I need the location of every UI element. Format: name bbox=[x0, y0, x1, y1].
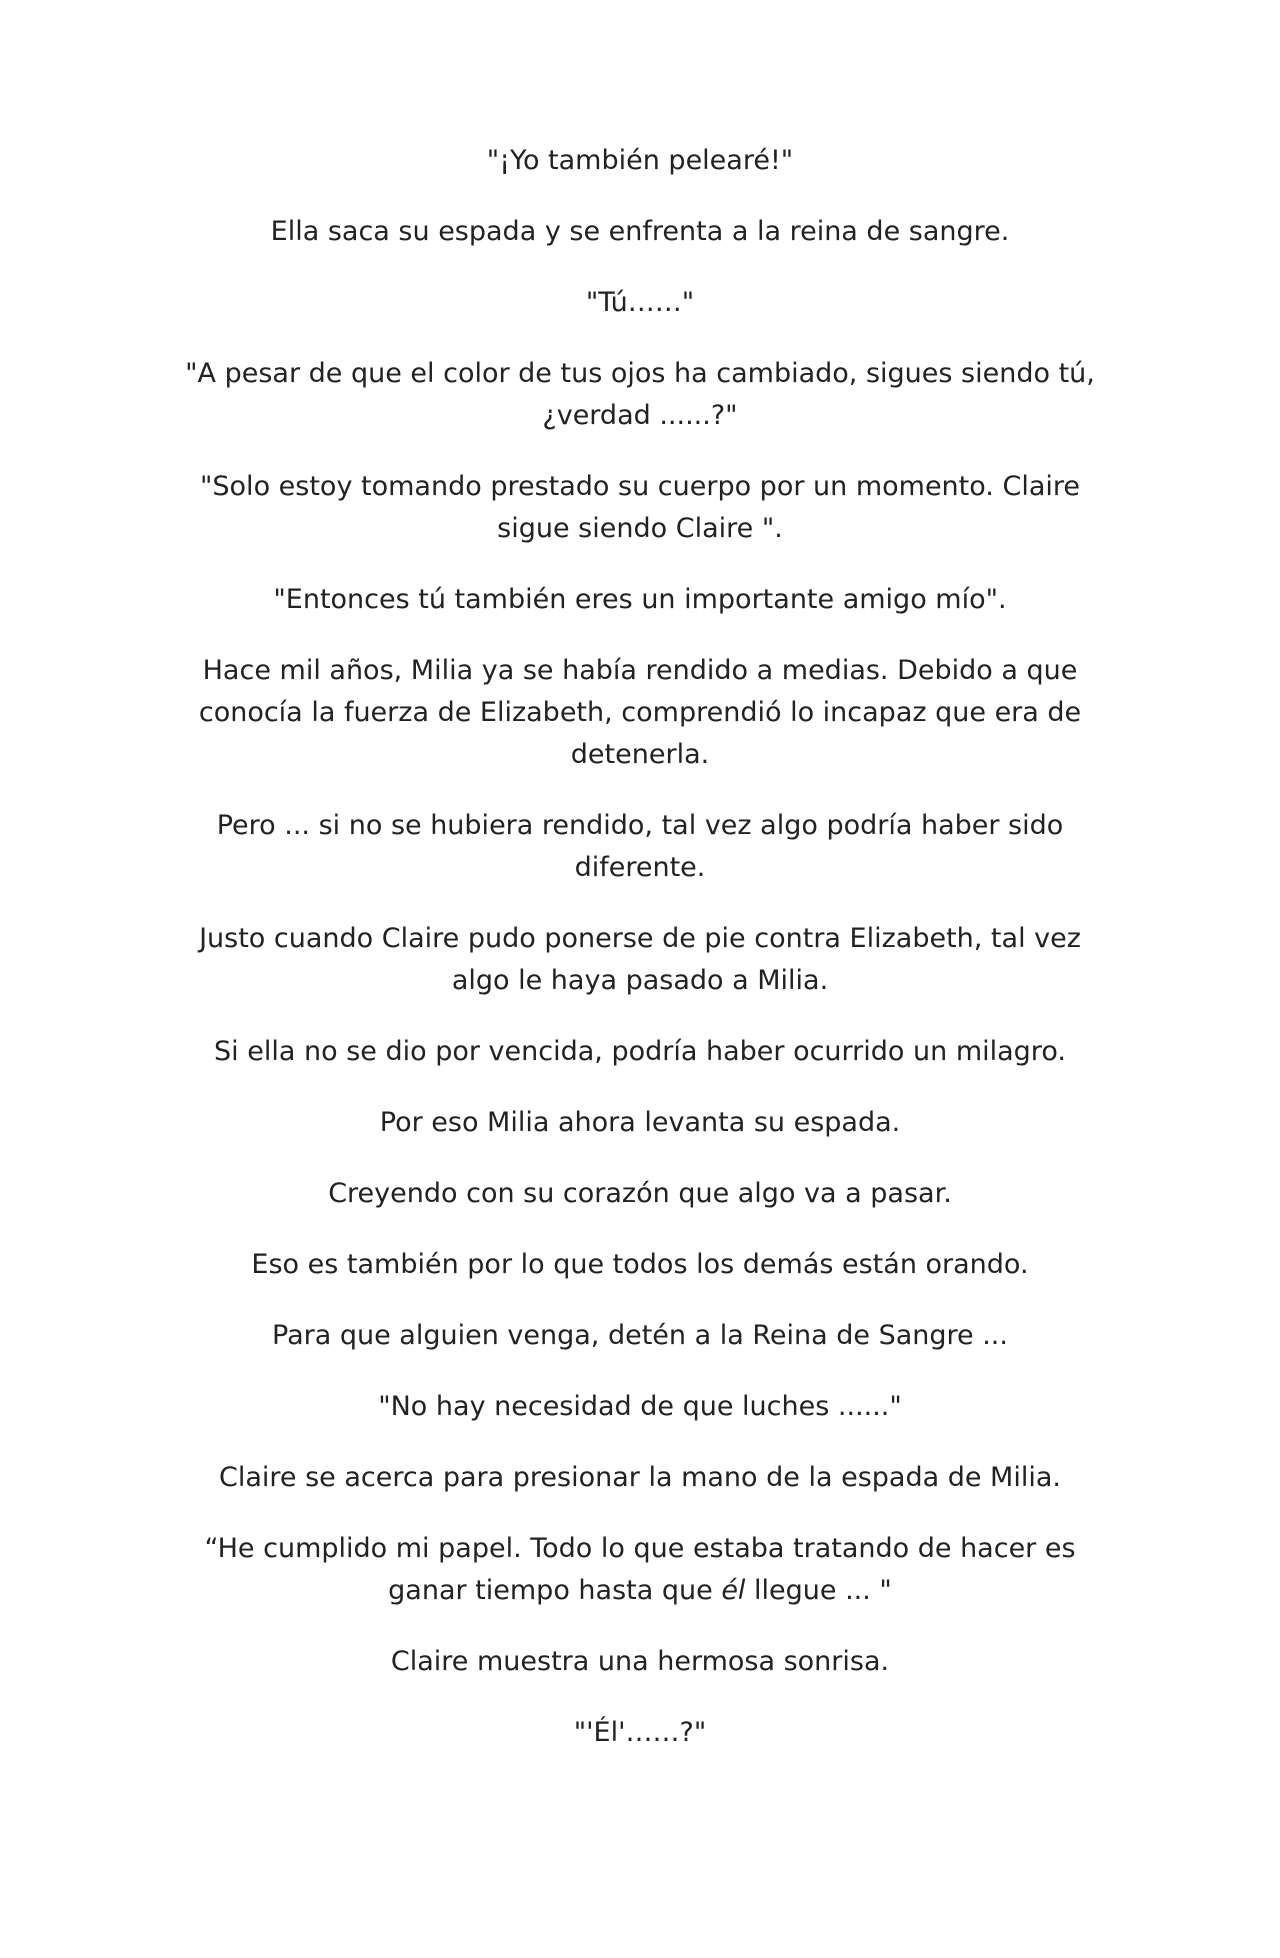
paragraph: "Tú……" bbox=[585, 287, 695, 318]
paragraph: Justo cuando Claire pudo ponerse de pie contra Elizabeth, tal vez algo le haya pasado a Milia. bbox=[199, 923, 1081, 996]
paragraph: Por eso Milia ahora levanta su espada. bbox=[379, 1107, 901, 1138]
quote-text-after: llegue ... " bbox=[745, 1575, 892, 1606]
paragraph: Eso es también por lo que todos los demás están orando. bbox=[251, 1249, 1029, 1280]
paragraph: Ella saca su espada y se enfrenta a la reina de sangre. bbox=[270, 216, 1010, 247]
paragraph: Pero ... si no se hubiera rendido, tal vez algo podría haber sido diferente. bbox=[216, 810, 1064, 883]
paragraph: Si ella no se dio por vencida, podría haber ocurrido un milagro. bbox=[214, 1036, 1066, 1067]
paragraph: "A pesar de que el color de tus ojos ha cambiado, sigues siendo tú, ¿verdad ......?" bbox=[185, 358, 1095, 431]
document-body bbox=[170, 140, 1110, 1783]
paragraph: "'Él'……?" bbox=[573, 1717, 707, 1748]
quote-emphasis: él bbox=[721, 1575, 746, 1606]
paragraph: "¡Yo también pelearé!" bbox=[486, 145, 794, 176]
paragraph: Para que alguien venga, detén a la Reina de Sangre ... bbox=[272, 1320, 1008, 1351]
paragraph: Claire se acerca para presionar la mano de la espada de Milia. bbox=[219, 1462, 1061, 1493]
paragraph: "Entonces tú también eres un importante amigo mío". bbox=[273, 584, 1007, 615]
paragraph: "No hay necesidad de que luches ......" bbox=[378, 1391, 902, 1422]
quote-paragraph bbox=[170, 1528, 1110, 1612]
quote-text-before: “He cumplido mi papel. Todo lo que estaba tratando de hacer es ganar tiempo hasta que bbox=[204, 1533, 1076, 1606]
paragraph: Claire muestra una hermosa sonrisa. bbox=[390, 1646, 890, 1677]
paragraph: Hace mil años, Milia ya se había rendido a medias. Debido a que conocía la fuerza de Elizabeth, comprendió lo incapaz que era de detenerla. bbox=[198, 655, 1082, 770]
paragraph: "Solo estoy tomando prestado su cuerpo por un momento. Claire sigue siendo Claire ". bbox=[199, 471, 1080, 544]
paragraph: Creyendo con su corazón que algo va a pasar. bbox=[328, 1178, 952, 1209]
